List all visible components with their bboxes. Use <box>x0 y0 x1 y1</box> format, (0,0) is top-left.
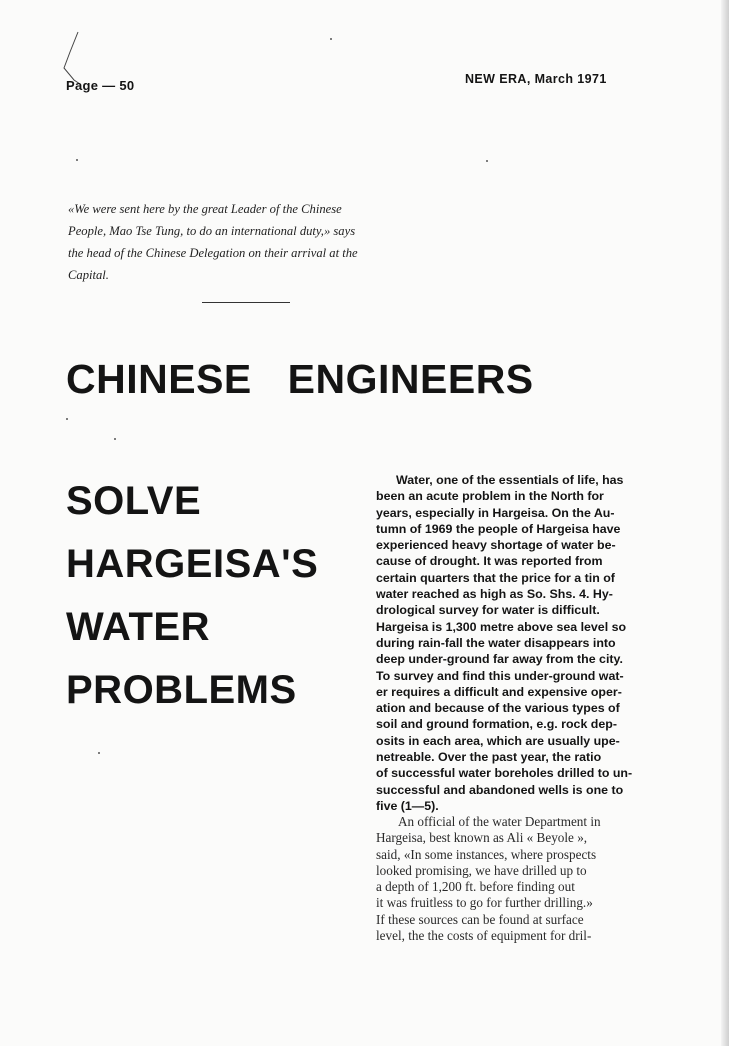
lead-line: drological survey for water is difficult. <box>376 603 600 618</box>
caption-line: «We were sent here by the great Leader of the Chinese <box>68 202 342 216</box>
lead-line: successful and abandoned wells is one to <box>376 782 624 797</box>
print-speck <box>114 438 116 440</box>
divider-rule <box>202 302 290 303</box>
lead-line: cause of drought. It was reported from <box>376 554 603 569</box>
body-line: An official of the water Department in <box>398 814 601 829</box>
page-number: Page — 50 <box>66 78 135 93</box>
print-speck <box>486 160 488 162</box>
body-line: looked promising, we have drilled up to <box>376 862 587 878</box>
lead-line: deep under-ground far away from the city. <box>376 652 623 667</box>
caption-line: People, Mao Tse Tung, to do an international duty,» says <box>68 224 356 238</box>
body-line: it was fruitless to go for further drilling.» <box>376 895 593 911</box>
print-speck <box>66 418 68 420</box>
lead-line: osits in each area, which are usually upe- <box>376 733 620 748</box>
lead-line: water reached as high as So. Shs. 4. Hy- <box>376 587 613 602</box>
body-line: Hargeisa, best known as Ali « Beyole », <box>376 830 588 846</box>
lead-line: ation and because of the various types of <box>376 701 620 716</box>
lead-line: tumn of 1969 the people of Hargeisa have <box>376 521 621 536</box>
lead-line: of successful water boreholes drilled to un- <box>376 766 633 781</box>
article-body-paragraph <box>376 814 666 944</box>
article-subheadline <box>66 470 356 722</box>
print-speck <box>330 38 332 40</box>
subheadline-line: SOLVE <box>66 479 202 523</box>
subheadline-line: WATER <box>66 605 210 649</box>
lead-line: To survey and find this under-ground wat- <box>376 668 624 683</box>
lead-line: Hargeisa is 1,300 metre above sea level so <box>376 619 627 634</box>
body-line: said, «In some instances, where prospects <box>376 846 597 862</box>
body-line: If these sources can be found at surface <box>376 911 584 927</box>
page-edge-shadow <box>721 0 729 1046</box>
caption-line: the head of the Chinese Delegation on their arrival at the <box>68 246 358 260</box>
subheadline-line: PROBLEMS <box>66 668 297 712</box>
article-lead-paragraph <box>376 472 654 814</box>
lead-line: Water, one of the essentials of life, has <box>396 473 624 487</box>
lead-line: er requires a difficult and expensive oper- <box>376 684 622 699</box>
lead-line: five (1—5). <box>376 798 439 813</box>
lead-line: soil and ground formation, e.g. rock dep- <box>376 717 617 732</box>
masthead-issue: NEW ERA, March 1971 <box>465 72 607 86</box>
lead-line: years, especially in Hargeisa. On the Au- <box>376 505 615 520</box>
caption-line: Capital. <box>68 268 109 282</box>
print-speck <box>76 159 78 161</box>
subheadline-line: HARGEISA'S <box>66 542 319 586</box>
photo-caption <box>68 198 418 286</box>
lead-line: been an acute problem in the North for <box>376 489 604 504</box>
lead-line: certain quarters that the price for a tin of <box>376 570 615 585</box>
print-speck <box>98 752 100 754</box>
body-line: level, the the costs of equipment for dril- <box>376 928 592 944</box>
lead-line: netreable. Over the past year, the ratio <box>376 750 602 765</box>
lead-line: during rain-fall the water disappears into <box>376 635 616 650</box>
lead-line: experienced heavy shortage of water be- <box>376 538 616 553</box>
article-headline: CHINESE ENGINEERS <box>66 356 534 402</box>
body-line: a depth of 1,200 ft. before finding out <box>376 879 575 895</box>
